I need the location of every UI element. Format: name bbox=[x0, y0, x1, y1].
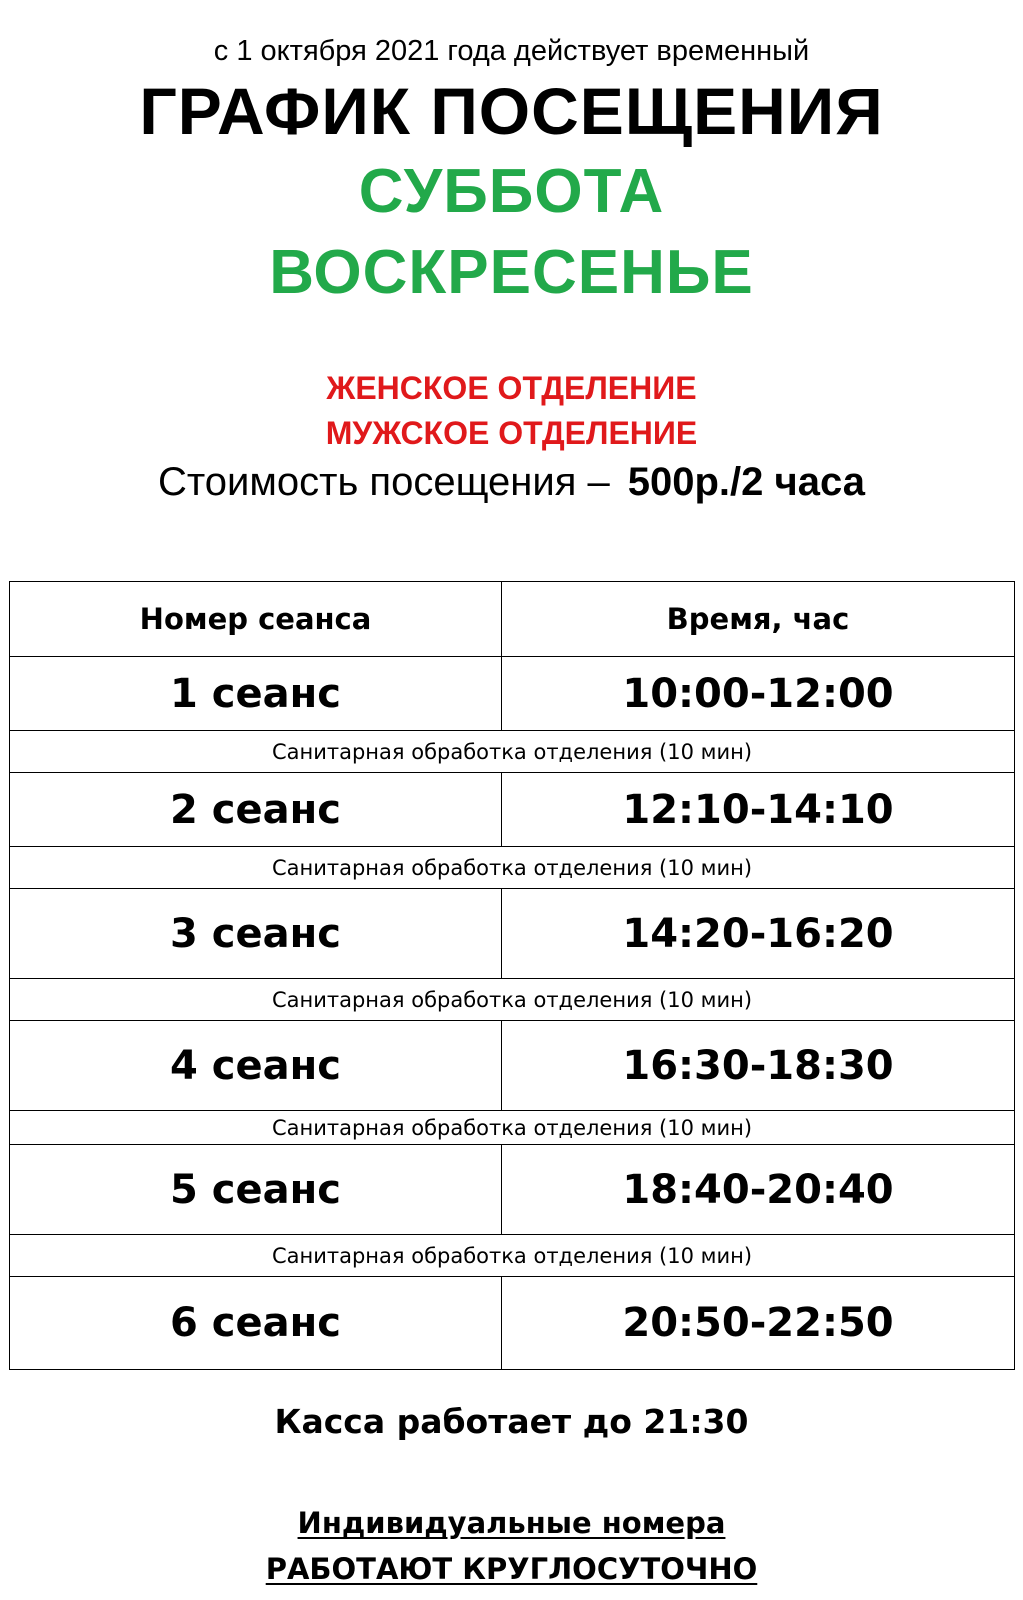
intro-text: с 1 октября 2021 года действует временный bbox=[213, 35, 810, 67]
sanitary-note: Санитарная обработка отделения (10 мин) bbox=[271, 739, 753, 764]
price-label: Стоимость посещения – bbox=[158, 460, 610, 504]
session-time: 10:00-12:00 bbox=[622, 670, 894, 717]
session-time: 12:10-14:10 bbox=[622, 786, 894, 833]
table-row bbox=[10, 889, 1014, 979]
table-row bbox=[10, 1277, 1014, 1369]
sanitary-row bbox=[10, 1235, 1014, 1277]
session-time: 20:50-22:50 bbox=[622, 1300, 894, 1346]
sanitary-note: Санитарная обработка отделения (10 мин) bbox=[271, 1115, 753, 1140]
session-name: 2 сеанс bbox=[10, 773, 502, 846]
table-row bbox=[10, 773, 1014, 847]
session-time: 16:30-18:30 bbox=[622, 1042, 894, 1089]
column-header-time: Время, час bbox=[666, 602, 850, 636]
session-name: 3 сеанс bbox=[10, 889, 502, 978]
day-sunday: ВОСКРЕСЕНЬЕ bbox=[269, 238, 754, 307]
column-header-session: Номер сеанса bbox=[10, 582, 502, 656]
sanitary-note: Санитарная обработка отделения (10 мин) bbox=[271, 1243, 753, 1268]
session-name: 1 сеанс bbox=[10, 657, 502, 730]
page-title: ГРАФИК ПОСЕЩЕНИЯ bbox=[139, 74, 884, 148]
individual-rooms-text: Индивидуальные номера bbox=[297, 1506, 726, 1540]
table-row bbox=[10, 1021, 1014, 1111]
session-name: 6 сеанс bbox=[10, 1277, 502, 1369]
day-saturday: СУББОТА bbox=[358, 157, 665, 226]
table-row bbox=[10, 657, 1014, 731]
table-row bbox=[10, 1145, 1014, 1235]
session-name: 5 сеанс bbox=[10, 1145, 502, 1234]
cashier-hours: Касса работает до 21:30 bbox=[274, 1402, 749, 1441]
session-time: 18:40-20:40 bbox=[622, 1166, 894, 1213]
individual-rooms-hours-text: РАБОТАЮТ КРУГЛОСУТОЧНО bbox=[265, 1552, 758, 1586]
sanitary-row bbox=[10, 979, 1014, 1021]
table-header-row bbox=[10, 582, 1014, 657]
sanitary-row bbox=[10, 731, 1014, 773]
sanitary-note: Санитарная обработка отделения (10 мин) bbox=[271, 987, 753, 1012]
price-line bbox=[0, 458, 1023, 506]
department-men: МУЖСКОЕ ОТДЕЛЕНИЕ bbox=[325, 415, 698, 451]
individual-rooms-hours bbox=[0, 1551, 1023, 1587]
department-women: ЖЕНСКОЕ ОТДЕЛЕНИЕ bbox=[326, 370, 697, 406]
price-value: 500р./2 часа bbox=[627, 460, 865, 504]
sanitary-row bbox=[10, 1111, 1014, 1145]
schedule-table bbox=[9, 581, 1015, 1370]
individual-rooms-label bbox=[0, 1505, 1023, 1541]
session-time: 14:20-16:20 bbox=[622, 910, 894, 957]
session-name: 4 сеанс bbox=[10, 1021, 502, 1110]
sanitary-row bbox=[10, 847, 1014, 889]
sanitary-note: Санитарная обработка отделения (10 мин) bbox=[271, 855, 753, 880]
